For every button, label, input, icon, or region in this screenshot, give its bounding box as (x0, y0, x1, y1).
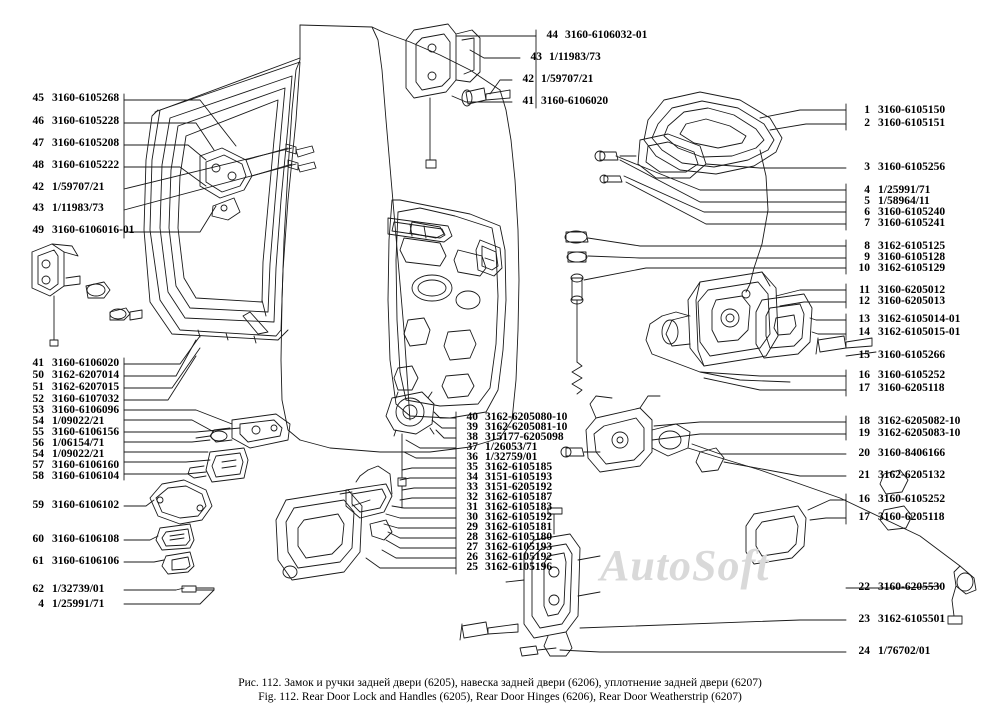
callout-code: 3162-6105187 (485, 491, 553, 503)
callout-number: 4 (864, 184, 870, 196)
callout-number: 16 (858, 369, 870, 381)
callout-left-bottom-11 (26, 470, 119, 483)
callout-right-23 (852, 511, 944, 524)
callout-code: 1/32739/01 (52, 583, 105, 595)
callout-number: 30 (466, 511, 478, 523)
callout-code: 3160-6107032 (52, 393, 120, 405)
callout-left-bottom-15 (26, 583, 104, 596)
callout-number: 46 (32, 115, 44, 127)
callout-number: 23 (858, 613, 870, 625)
callout-code: 3160-6105228 (52, 115, 120, 127)
callout-number: 41 (522, 95, 534, 107)
callout-code: 3162-6105181 (485, 521, 553, 533)
callout-top-2 (524, 51, 601, 64)
callout-number: 28 (466, 531, 478, 543)
callout-code: 1/58964/11 (878, 195, 930, 207)
callout-code: 1/59707/21 (541, 73, 594, 85)
callout-code: 3160-6105128 (878, 251, 946, 263)
callout-code: 3162-6105129 (878, 262, 946, 274)
callout-code: 3160-6205013 (878, 295, 946, 307)
callout-number: 44 (546, 29, 558, 41)
callout-number: 15 (858, 349, 870, 361)
callout-number: 60 (32, 533, 44, 545)
callout-code: 3160-6205530 (878, 581, 946, 593)
callout-top-1 (540, 29, 647, 42)
callout-number: 8 (864, 240, 870, 252)
callout-number: 56 (32, 437, 44, 449)
callout-number: 33 (466, 481, 478, 493)
watermark: AutoSoft (600, 541, 770, 590)
callout-code: 3151-6105193 (485, 471, 553, 483)
callout-number: 52 (32, 393, 44, 405)
callout-number: 58 (32, 470, 44, 482)
callout-number: 20 (858, 447, 870, 459)
callout-code: 3162-6105185 (485, 461, 553, 473)
callout-code: 3160-6106096 (52, 404, 120, 416)
callout-code: 3162-6205080-10 (485, 411, 568, 423)
callout-number: 47 (32, 137, 44, 149)
callout-right-10 (852, 262, 945, 275)
callout-center-16 (460, 561, 552, 574)
callout-left-top-2 (26, 115, 119, 128)
callout-number: 18 (858, 415, 870, 427)
callout-left-top-5 (26, 181, 104, 194)
callout-right-26 (852, 645, 930, 658)
callout-code: 3160-6106032-01 (565, 29, 648, 41)
callout-right-24 (852, 581, 945, 594)
callout-code: 3160-6205118 (878, 382, 945, 394)
callout-left-bottom-16 (26, 598, 104, 611)
callout-code: 3162-6205132 (878, 469, 946, 481)
callout-right-21 (852, 469, 945, 482)
callout-number: 4 (38, 598, 44, 610)
callout-number: 42 (32, 181, 44, 193)
figure-caption-en: Fig. 112. Rear Door Lock and Handles (6205), Rear Door Hinges (6206), Rear Door Weatherstrip (6207) (258, 691, 742, 703)
callout-code: 3162-6205083-10 (878, 427, 961, 439)
callout-right-1 (852, 104, 945, 117)
callout-number: 17 (858, 511, 870, 523)
callout-right-3 (852, 161, 945, 174)
callout-number: 21 (858, 469, 870, 481)
callout-number: 50 (32, 369, 44, 381)
callout-number: 5 (864, 195, 870, 207)
callout-code: 3162-6105192 (485, 551, 553, 563)
callout-number: 61 (32, 555, 44, 567)
callout-code: 3162-6105180 (485, 531, 553, 543)
callout-code: 3162-6105193 (485, 541, 553, 553)
callout-number: 26 (466, 551, 478, 563)
callout-code: 3162-6105014-01 (878, 313, 961, 325)
callout-number: 54 (32, 448, 44, 460)
figure-caption-ru: Рис. 112. Замок и ручки задней двери (6205), навеска задней двери (6206), уплотнение задней двери (6207) (238, 677, 762, 689)
callout-left-top-3 (26, 137, 119, 150)
callout-code: 1/11983/73 (549, 51, 601, 63)
callout-number: 22 (858, 581, 870, 593)
callout-right-15 (852, 349, 945, 362)
callout-code: 3160-6106156 (52, 426, 120, 438)
callout-code: 3162-6105183 (485, 501, 553, 513)
callout-top-4 (516, 95, 608, 108)
callout-code: 3162-6207014 (52, 369, 120, 381)
callout-number: 6 (864, 206, 870, 218)
callout-code: 3160-6106104 (52, 470, 120, 482)
callout-code: 3160-6105268 (52, 92, 120, 104)
callout-number: 41 (32, 357, 44, 369)
callout-code: 3162-6105196 (485, 561, 553, 573)
callout-right-2 (852, 117, 945, 130)
callout-number: 43 (530, 51, 542, 63)
callout-code: 3151-6205192 (485, 481, 553, 493)
callout-number: 32 (466, 491, 478, 503)
callout-code: 1/09022/21 (52, 415, 105, 427)
callout-right-17 (852, 382, 944, 395)
callout-code: 3162-6205081-10 (485, 421, 568, 433)
callout-code: 3160-8406166 (878, 447, 946, 459)
callout-code: 1/59707/21 (52, 181, 105, 193)
callout-left-top-7 (26, 224, 134, 237)
callout-right-22 (852, 493, 945, 506)
callout-number: 42 (522, 73, 534, 85)
callout-code: 3162-6207015 (52, 381, 120, 393)
callout-number: 40 (466, 411, 478, 423)
callout-number: 2 (864, 117, 870, 129)
callout-number: 13 (858, 313, 870, 325)
callout-code: 3160-6105252 (878, 493, 946, 505)
callout-number: 37 (466, 441, 478, 453)
callout-number: 57 (32, 459, 44, 471)
callout-right-25 (852, 613, 945, 626)
callout-code: 3160-6105256 (878, 161, 946, 173)
callout-code: 3160-6105241 (878, 217, 946, 229)
callout-code: 3160-6205118 (878, 511, 945, 523)
callout-code: 3160-6105208 (52, 137, 120, 149)
callout-code: 3160-6105151 (878, 117, 946, 129)
callout-top-3 (516, 73, 593, 86)
callout-code: 3160-6106106 (52, 555, 120, 567)
callout-number: 53 (32, 404, 44, 416)
callout-number: 48 (32, 159, 44, 171)
callout-code: 3162-6105125 (878, 240, 946, 252)
callout-code: 3160-6105150 (878, 104, 946, 116)
callout-number: 29 (466, 521, 478, 533)
callout-code: 3162-6105015-01 (878, 326, 961, 338)
callout-code: 1/25991/71 (878, 184, 931, 196)
callout-number: 19 (858, 427, 870, 439)
callout-right-12 (852, 295, 945, 308)
callout-number: 34 (466, 471, 478, 483)
callout-number: 36 (466, 451, 478, 463)
callout-right-14 (852, 326, 960, 339)
callout-number: 35 (466, 461, 478, 473)
callout-number: 11 (859, 284, 870, 296)
callout-code: 315177-6205098 (485, 431, 564, 443)
callout-number: 59 (32, 499, 44, 511)
callout-number: 17 (858, 382, 870, 394)
callout-code: 3160-6105266 (878, 349, 946, 361)
callout-number: 55 (32, 426, 44, 438)
callout-code: 3162-6105192 (485, 511, 553, 523)
callout-number: 31 (466, 501, 478, 513)
callout-number: 24 (858, 645, 870, 657)
callout-code: 1/26053/71 (485, 441, 538, 453)
callout-left-top-1 (26, 92, 119, 105)
callout-number: 3 (864, 161, 870, 173)
callout-code: 3160-6106020 (52, 357, 120, 369)
callout-number: 25 (466, 561, 478, 573)
callout-code: 1/09022/21 (52, 448, 105, 460)
callout-code: 1/11983/73 (52, 202, 104, 214)
callout-code: 3160-6105222 (52, 159, 120, 171)
callout-left-bottom-12 (26, 499, 119, 512)
callout-code: 3160-6106016-01 (52, 224, 135, 236)
callout-code: 3160-6106160 (52, 459, 120, 471)
callout-code: 3162-6105501 (878, 613, 946, 625)
callout-right-20 (852, 447, 945, 460)
callout-left-bottom-14 (26, 555, 119, 568)
callout-number: 12 (858, 295, 870, 307)
callout-number: 14 (858, 326, 870, 338)
callout-number: 43 (32, 202, 44, 214)
callout-number: 39 (466, 421, 478, 433)
callout-code: 3160-6106108 (52, 533, 120, 545)
callout-number: 1 (864, 104, 870, 116)
callout-left-bottom-13 (26, 533, 119, 546)
callout-code: 3160-6105240 (878, 206, 946, 218)
callout-number: 16 (858, 493, 870, 505)
callout-code: 1/25991/71 (52, 598, 105, 610)
callout-number: 49 (32, 224, 44, 236)
callout-right-16 (852, 369, 945, 382)
callout-code: 1/76702/01 (878, 645, 931, 657)
callout-number: 45 (32, 92, 44, 104)
callout-code: 1/32759/01 (485, 451, 538, 463)
callout-number: 54 (32, 415, 44, 427)
callout-number: 10 (858, 262, 870, 274)
callout-right-13 (852, 313, 960, 326)
callout-left-top-4 (26, 159, 119, 172)
callout-number: 38 (466, 431, 478, 443)
callout-number: 9 (864, 251, 870, 263)
callout-right-19 (852, 427, 960, 440)
callout-code: 1/06154/71 (52, 437, 105, 449)
callout-left-top-6 (26, 202, 104, 215)
callout-number: 27 (466, 541, 478, 553)
callout-code: 3160-6106102 (52, 499, 120, 511)
callout-code: 3160-6105252 (878, 369, 946, 381)
callout-number: 7 (864, 217, 870, 229)
callout-number: 62 (32, 583, 44, 595)
callout-right-7 (852, 217, 945, 230)
callout-code: 3162-6205082-10 (878, 415, 961, 427)
callout-number: 51 (32, 381, 44, 393)
callout-code: 3160-6205012 (878, 284, 946, 296)
callout-code: 3160-6106020 (541, 95, 609, 107)
